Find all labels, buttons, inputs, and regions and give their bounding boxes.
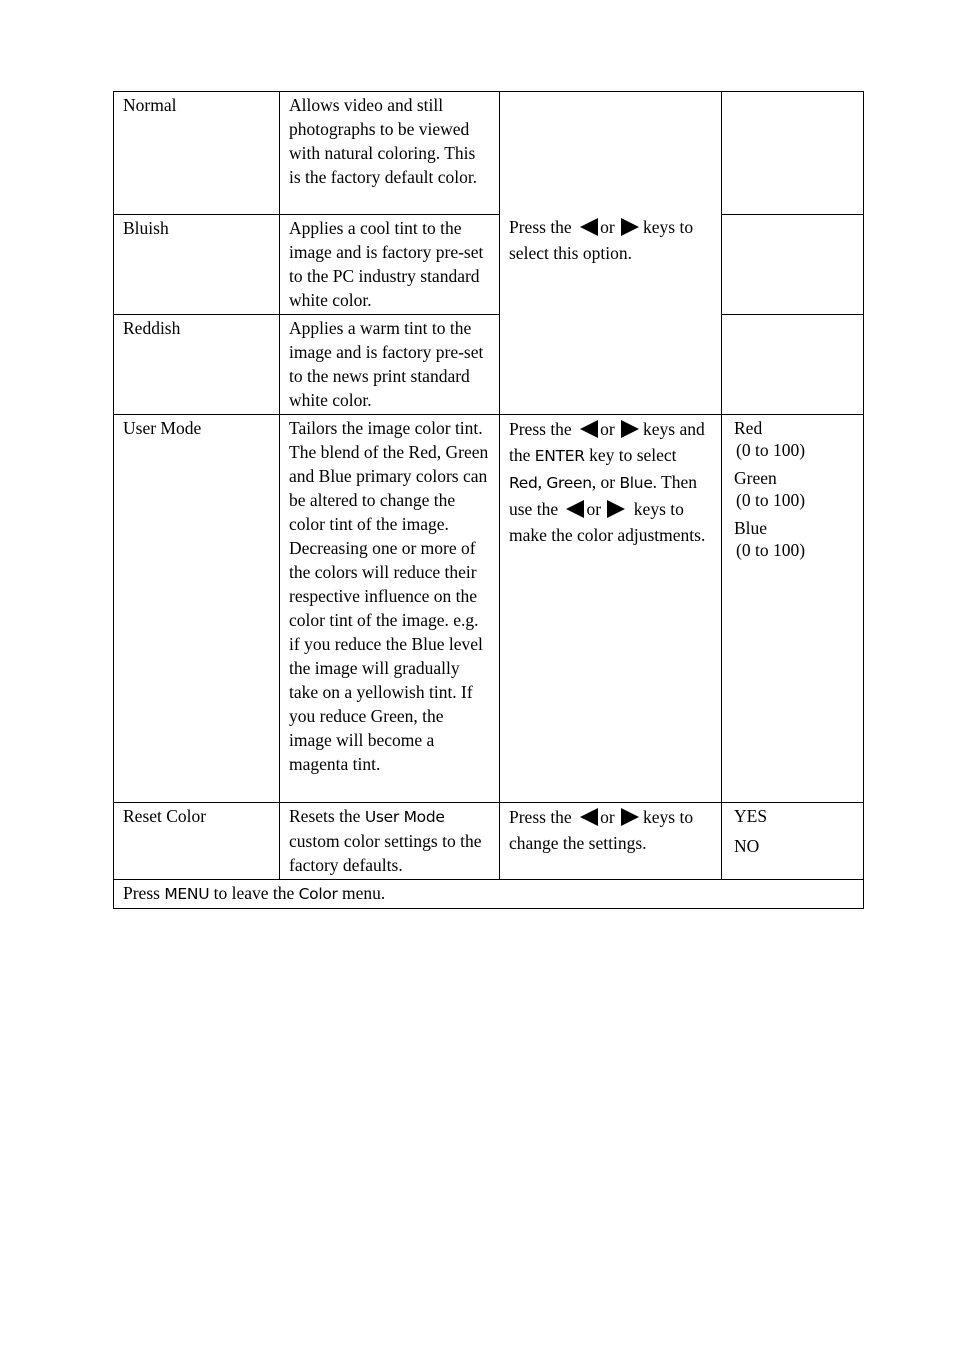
blue-term: Blue bbox=[619, 474, 653, 492]
item-name-normal: Normal bbox=[114, 92, 280, 215]
option-yes: YES bbox=[734, 806, 768, 826]
item-name-reset-color: Reset Color bbox=[114, 803, 280, 880]
right-arrow-key-icon bbox=[607, 500, 625, 518]
right-arrow-key-icon bbox=[621, 808, 639, 826]
table-row-reset-color bbox=[114, 803, 864, 880]
item-range-normal bbox=[722, 92, 864, 215]
reset-options bbox=[722, 803, 864, 880]
left-arrow-key-icon bbox=[566, 500, 584, 518]
range-blue: Blue (0 to 100) bbox=[734, 518, 806, 560]
enter-key-label: ENTER bbox=[534, 447, 585, 465]
green-term: Green bbox=[546, 474, 592, 492]
item-name-reddish: Reddish bbox=[114, 315, 280, 415]
user-mode-term: User Mode bbox=[364, 808, 445, 826]
item-range-reddish bbox=[722, 315, 864, 415]
range-green: Green (0 to 100) bbox=[734, 468, 806, 510]
table-row-reddish bbox=[114, 315, 864, 415]
menu-key-label: MENU bbox=[164, 885, 210, 903]
item-description-reset-color: Resets the User Mode custom color settings to the factory defaults. bbox=[280, 803, 500, 880]
item-range-bluish bbox=[722, 215, 864, 315]
item-name-bluish: Bluish bbox=[114, 215, 280, 315]
right-arrow-key-icon bbox=[621, 218, 639, 236]
red-term: Red bbox=[509, 474, 538, 492]
item-name-user-mode: User Mode bbox=[114, 415, 280, 803]
range-red: Red (0 to 100) bbox=[734, 418, 806, 460]
footer-note: Press MENU to leave the Color menu. bbox=[114, 880, 864, 909]
table-row-user-mode bbox=[114, 415, 864, 803]
left-arrow-key-icon bbox=[580, 420, 598, 438]
user-mode-ranges bbox=[722, 415, 864, 803]
left-arrow-key-icon bbox=[580, 218, 598, 236]
item-description-reddish: Applies a warm tint to the image and is factory pre-set to the news print standard white color. bbox=[280, 315, 500, 415]
select-option-instructions: Press the or keys to select this option. bbox=[500, 92, 722, 415]
item-description-user-mode: Tailors the image color tint. The blend of the Red, Green and Blue primary colors can be altered to change the color tint of the image. Decreasing one or more of the colors will reduce their respective influence on the color tint of the image. e.g. if you reduce the Blue level the image will gradually take on a yellowish tint. If you reduce Green, the image will become a magenta tint. bbox=[280, 415, 500, 803]
right-arrow-key-icon bbox=[621, 420, 639, 438]
left-arrow-key-icon bbox=[580, 808, 598, 826]
color-menu-table bbox=[113, 91, 864, 909]
item-description-normal: Allows video and still photographs to be viewed with natural coloring. This is the factory default color. bbox=[280, 92, 500, 215]
item-description-bluish: Applies a cool tint to the image and is factory pre-set to the PC industry standard white color. bbox=[280, 215, 500, 315]
table-row-footer bbox=[114, 880, 864, 909]
table-row-normal bbox=[114, 92, 864, 215]
option-no: NO bbox=[734, 836, 760, 856]
color-term: Color bbox=[298, 885, 338, 903]
user-mode-instructions: Press the or keys and the ENTER key to select Red, Green, or Blue. Then use the or keys to make the color adjustments. bbox=[500, 415, 722, 803]
table-row-bluish bbox=[114, 215, 864, 315]
reset-instructions: Press the or keys to change the settings. bbox=[500, 803, 722, 880]
